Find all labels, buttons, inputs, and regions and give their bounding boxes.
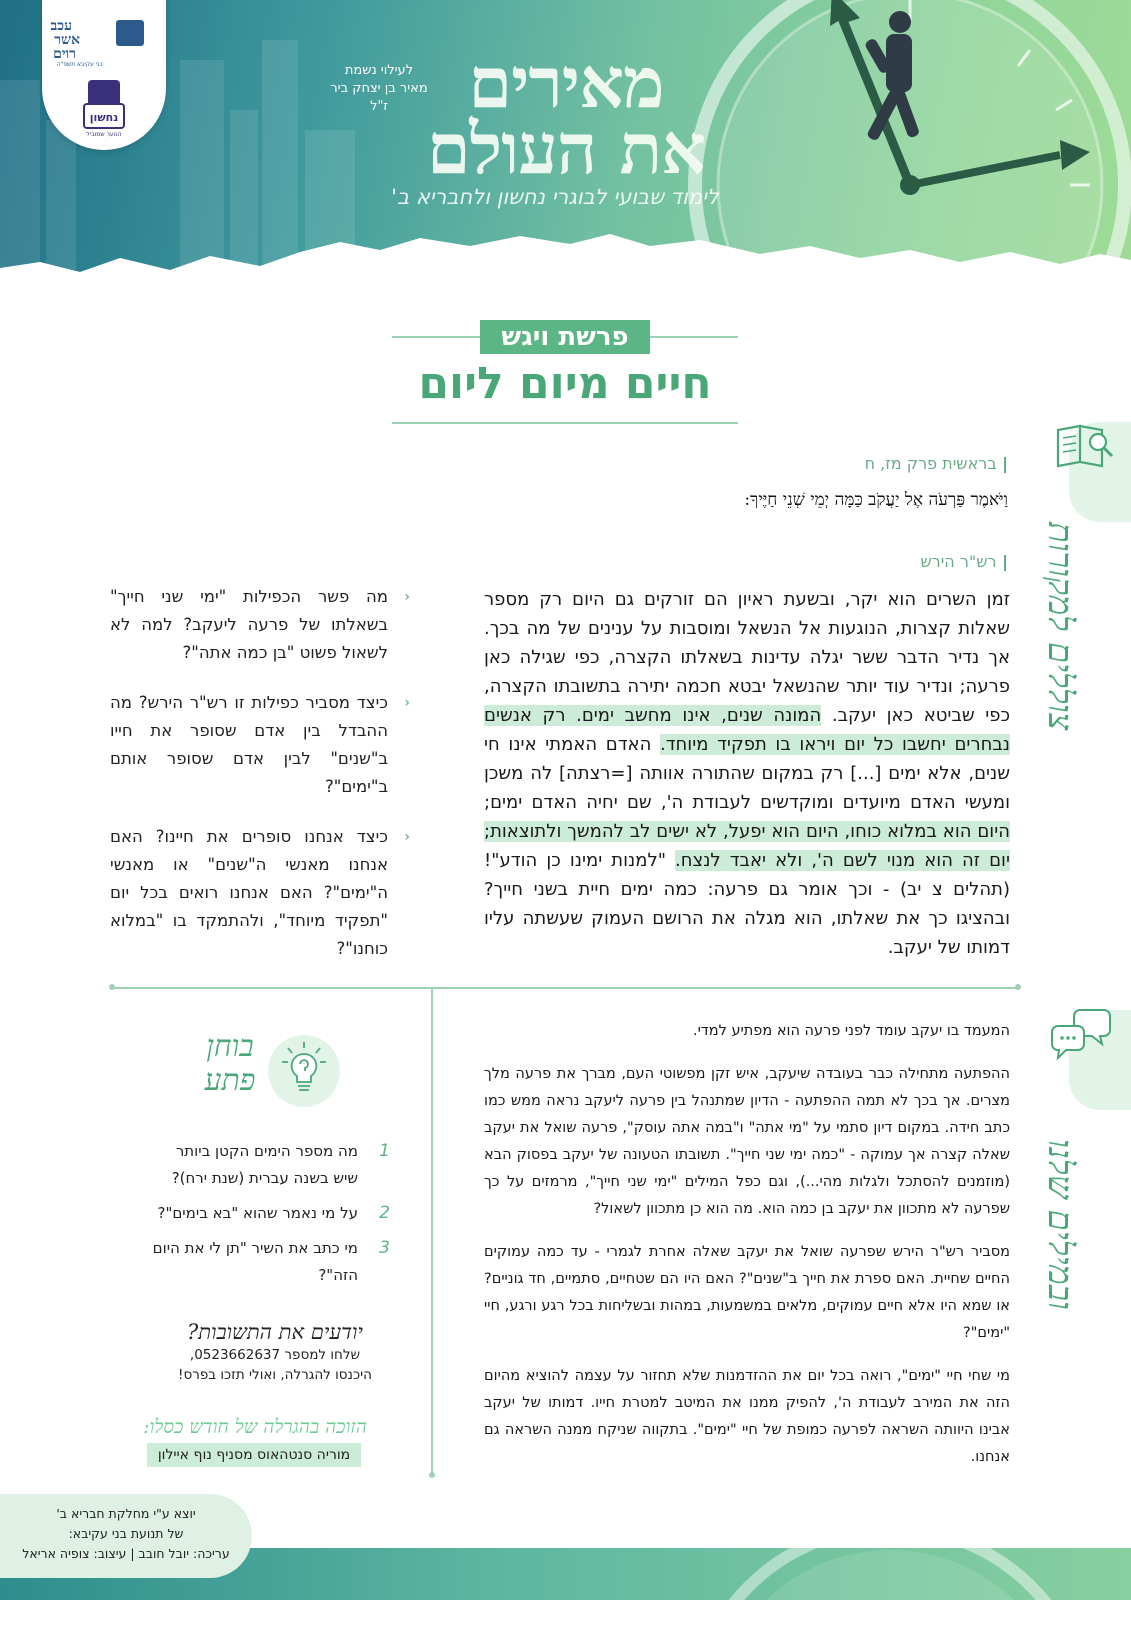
verse-reference: | בראשית פרק מז, ח [865,454,1008,473]
quiz-number: 1 [379,1141,390,1161]
main-title-line-1: מאירים [468,41,664,124]
parsha-title-block [392,316,738,426]
send-answers-block [140,1320,410,1385]
header-subtitle: לימוד שבועי לבוגרי נחשון ולחבריא ב' [391,185,719,209]
credits-line-2: של תנועת בני עקיבא: [68,1526,184,1541]
footer-clock-decoration [680,1528,1100,1648]
horizontal-divider [112,987,1018,989]
commentary-highlight-2: היום הוא במלוא כוחו, היום הוא יפעל, לא ישים לב להמשך ולתוצאות; יום זה הוא מנוי לשם ה', ולא יאבד לנצח. [484,821,1010,871]
paragraph: מי שחי חיי "ימים", רואה בכל יום את ההזדמנות שלא תחזור על עצמה להוציא מהיום הזה את המירב לעבודת ה', להפיק ממנו את המיטב למטרת חייו. דמותו של יעקב אבינו היוותה השראה לפרעה כמופת של חיי "ימים". בתקווה שניקח ממנה השראה גם אנחנו. [484,1368,1010,1465]
sources-side-label: צוללים למקורות [1040,521,1080,730]
divider-dot [429,1472,435,1478]
question-text: מה פשר הכפילות "ימי שני חייך" בשאלתו של פרעה ליעקב? למה לא לשאול פשוט "בן כמה אתה"? [110,587,388,662]
parsha-title: חיים מיום ליום [418,358,712,409]
credits-line-3: עריכה: יובל חובב | עיצוב: צופיה אריאל [22,1546,230,1561]
question-item [110,823,410,963]
quiz-question-text: מי כתב את השיר "תן לי את היום הזה"? [152,1239,358,1284]
question-item [110,583,410,667]
quiz-question [150,1200,390,1227]
nachshon-logo [80,80,128,138]
quiz-title-line-2: פתע [204,1063,256,1098]
logo-top-word-3: רוים [53,46,76,62]
quiz-title [190,1030,270,1098]
main-title [376,41,756,190]
quiz-questions [150,1138,390,1297]
logo-bottom-text: נחשון [89,111,119,124]
dedication-line-1: לעילוי נשמת [344,63,414,78]
quiz-title-line-1: בוחן [206,1029,254,1064]
discussion-questions [110,583,410,985]
question-text: כיצד מסביר כפילות זו רש"ר הירש? מה ההבדל בין אדם שסופר את חייו ב"שנים" לבין אדם שסופר אותם ב"ימים"? [110,693,388,796]
bnei-akiva-logo [50,12,148,68]
logo-bottom-caption: הנוער שמוביל [86,131,122,138]
vertical-divider [431,987,433,1475]
parsha-bottom-line [392,422,738,424]
our-words-side-label: ובמילים שלנו [1040,1139,1080,1310]
logo-top-caption: בני עקיבא תשפ"ה [56,61,103,68]
quiz-question-text: על מי נאמר שהוא "בא בימים"? [157,1204,358,1222]
quiz-number: 3 [379,1238,390,1258]
chevron-left-icon: ‹ [404,695,410,711]
hirsch-commentary [484,585,1010,962]
winner-title: הזוכה בהגרלה של חודש כסלו: [143,1416,367,1438]
quiz-question [150,1235,390,1289]
parsha-label: פרשת ויגש [480,320,650,354]
chevron-left-icon: ‹ [404,589,410,605]
verse-text: וַיֹּאמֶר פַּרְעֹה אֶל יַעֲקֹב כַּמָּה יְמֵי שְׁנֵי חַיֶּיךָ: [744,490,1008,510]
commentary-highlight-1: המונה שנים, אינו מחשב ימים. רק אנשים נבחרים יחשבו כל יום ויראו בו תפקיד מיוחד. [484,705,1010,755]
credits-box [0,1494,252,1578]
torn-paper-edge [0,228,1131,308]
paragraph: מסביר רש"ר הירש שפרעה שואל את יעקב שאלה אחרת לגמרי - עד כמה עמוקים החיים שחיית. האם ספרת את חייך ב"שנים"? האם היו הם שטחיים, סתמיים, חד גוניים? או שמא היו אלא חיים עמוקים, מלאים במשמעות, במהות ובשליחות בכל רגע ורגע, חיי "ימים"? [484,1244,1010,1341]
logo-top-word-1: עכב [50,18,72,34]
send-answers-text [140,1345,410,1385]
send-raffle-line: היכנסו להגרלה, ואולי תזכו בפרס! [178,1367,372,1383]
paragraph: ההפתעה מתחילה כבר בעובדה שיעקב, איש זקן מפשוטי העם, מברך את פרעה מלך מצרים. אך בכך לא תמה ההפתעה - הדיון שמתנהל בין פרעה ליעקב נראה ממש כמו כתב חידה. במקום דיון סתמי על "מי אתה" ו"במה אתה עוסק", פרעה שואל את יעקב שאלה קצרה אך עמוקה - "כמה ימי שני חייך". תשובתו הטעונה של יעקב בפסוק הבא (מוזמנים להסתכל ולגלות מהי...), וגם כפל המילים "ימי שני חייך", מרמזים על כך שפרעה לא מתכוון את יעקב בן כמה הוא. מה הוא כן מתכוון לשאול? [484,1066,1010,1217]
commentary-text-3: "למנות ימינו כן הודע"! (תהלים צ יב) - וכך אומר גם פרעה: כמה ימים חיית בשני חייך? ובהציגו כך את שאלתו, הוא מגלה את הרושם העמוק שעשתה עליו דמותו של יעקב. [484,850,1010,958]
commentary-reference: | רש"ר הירש [920,552,1008,571]
speech-bubbles-icon [1050,1006,1112,1062]
logo-top-word-2: אשר [54,32,80,48]
credits-line-1: יוצא ע"י מחלקת חבריא ב' [56,1506,196,1521]
chevron-left-icon: ‹ [404,829,410,845]
send-answers-title: יודעים את התשובות? [187,1320,363,1344]
divider-dot [109,984,115,990]
quiz-question [150,1138,390,1192]
quiz-question-text: מה מספר הימים הקטן ביותר שיש בשנה עברית (שנת ירח)? [171,1142,358,1187]
dedication-line-2: מאיר בן יצחק ביר ז"ל [330,81,428,114]
lightbulb-icon [280,1040,328,1102]
send-phone-line: שלחו למספר 0523662637, [189,1347,361,1363]
commentary-text-2: האדם האמתי אינו חי שנים, אלא ימים [...] רק במקום שהתורה אוותה [=רצתה] לה משכן ומעשי האדם מיועדים ומוקדשים לעבודת ה', שם יחיה האדם ימים; [484,734,1010,813]
commentary-text-1: זמן השרים הוא יקר, ובשעת ראיון הם זורקים גם היום רק מספר שאלות קצרות, הנוגעות אל הנשאל ומוסבות על ענינים של מה בכך. אך נדיר הדבר ששר יגלה עדינות בשאלתו הקצרה, כפי שגילה כאן פרעה; ונדיר עוד יותר שהנשאל יבטא חכמה יתירה בתשובתו הקצרה, כפי שביטא כאן יעקב. [484,589,1010,726]
main-title-line-2: את העולם [426,107,706,190]
header-banner [0,0,1131,290]
divider-dot [1015,984,1021,990]
winner-name: מוריה סנטהאוס מסניף נוף איילון [147,1443,361,1467]
book-search-icon [1054,422,1116,470]
question-text: כיצד אנחנו סופרים את חיינו? האם אנחנו מאנשי ה"שנים" או מאנשי ה"ימים"? האם אנחנו רואים בכל יום "תפקיד מיוחד", ולהתמקד בו "במלוא כוחנו"? [110,827,388,958]
paragraph: המעמד בו יעקב עומד לפני פרעה הוא מפתיע למדי. [692,1023,1010,1039]
question-item [110,689,410,801]
quiz-number: 2 [379,1203,390,1223]
our-words-text [484,1018,1010,1487]
